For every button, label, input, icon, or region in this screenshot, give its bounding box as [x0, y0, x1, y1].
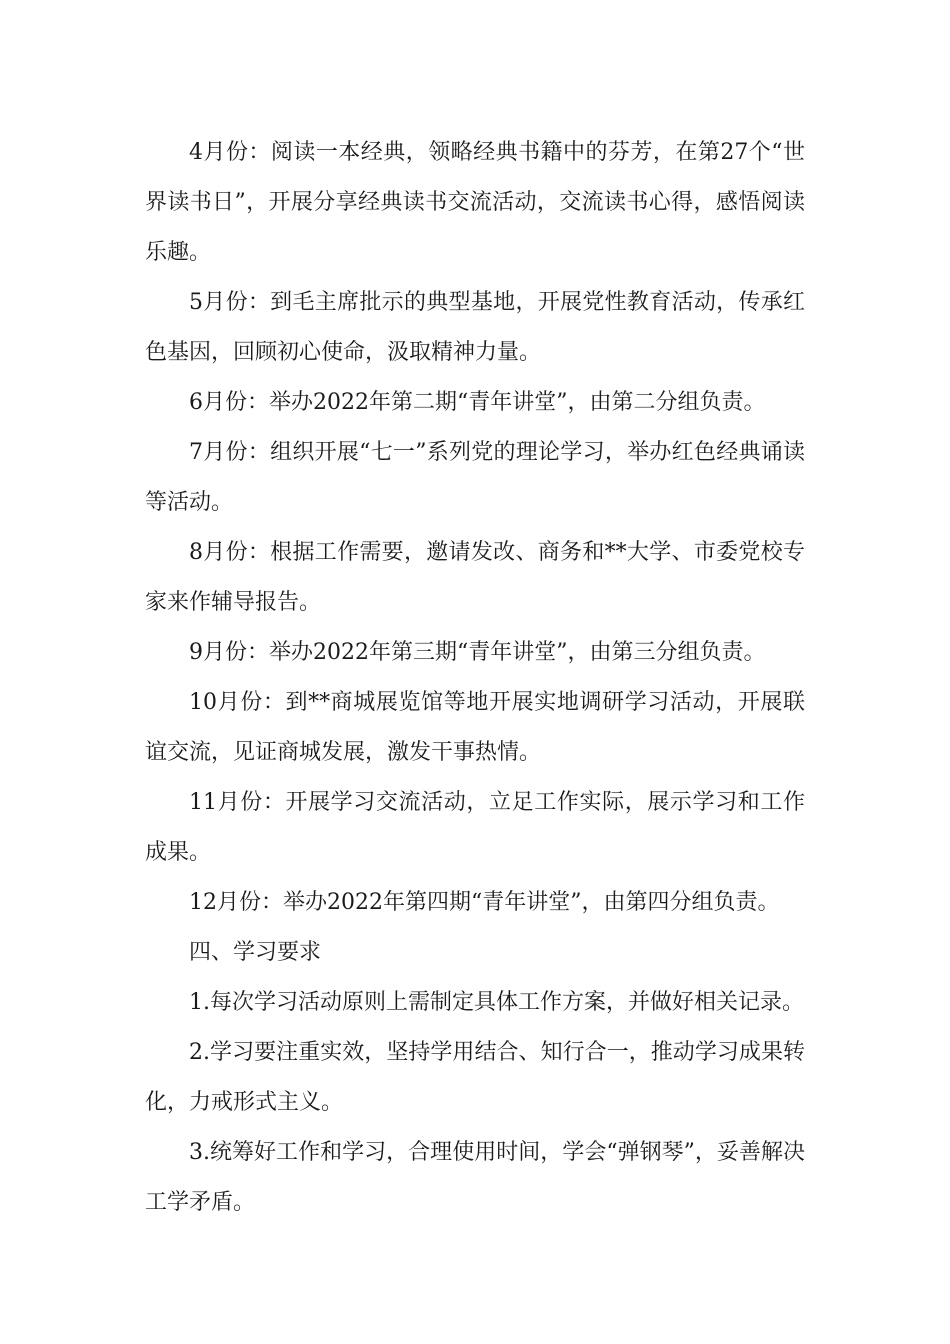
requirement-item-2: 2.学习要注重实效，坚持学用结合、知行合一，推动学习成果转化，力戒形式主义。	[145, 1040, 805, 1115]
requirement-item-1: 1.每次学习活动原则上需制定具体工作方案，并做好相关记录。	[189, 990, 804, 1015]
paragraph-september: 9月份：举办2022年第三期“青年讲堂”，由第三分组负责。	[189, 640, 766, 665]
paragraph-may: 5月份：到毛主席批示的典型基地，开展党性教育活动，传承红色基因，回顾初心使命，汲取精神力量。	[145, 290, 805, 365]
paragraph-november: 11月份：开展学习交流活动，立足工作实际，展示学习和工作成果。	[145, 790, 805, 865]
paragraph-april: 4月份：阅读一本经典，领略经典书籍中的芬芳，在第27个“世界读书日”，开展分享经典读书交流活动，交流读书心得，感悟阅读乐趣。	[145, 140, 805, 265]
paragraph-october: 10月份：到**商城展览馆等地开展实地调研学习活动，开展联谊交流，见证商城发展，激发干事热情。	[145, 690, 805, 765]
section-heading-requirements: 四、学习要求	[189, 940, 322, 965]
paragraph-december: 12月份：举办2022年第四期“青年讲堂”，由第四分组负责。	[189, 890, 780, 915]
requirement-item-3: 3.统筹好工作和学习，合理使用时间，学会“弹钢琴”，妥善解决工学矛盾。	[145, 1140, 805, 1215]
paragraph-august: 8月份：根据工作需要，邀请发改、商务和**大学、市委党校专家来作辅导报告。	[145, 540, 805, 615]
paragraph-june: 6月份：举办2022年第二期“青年讲堂”，由第二分组负责。	[189, 390, 766, 415]
document-body	[145, 128, 805, 1228]
paragraph-july: 7月份：组织开展“七一”系列党的理论学习，举办红色经典诵读等活动。	[145, 440, 805, 515]
